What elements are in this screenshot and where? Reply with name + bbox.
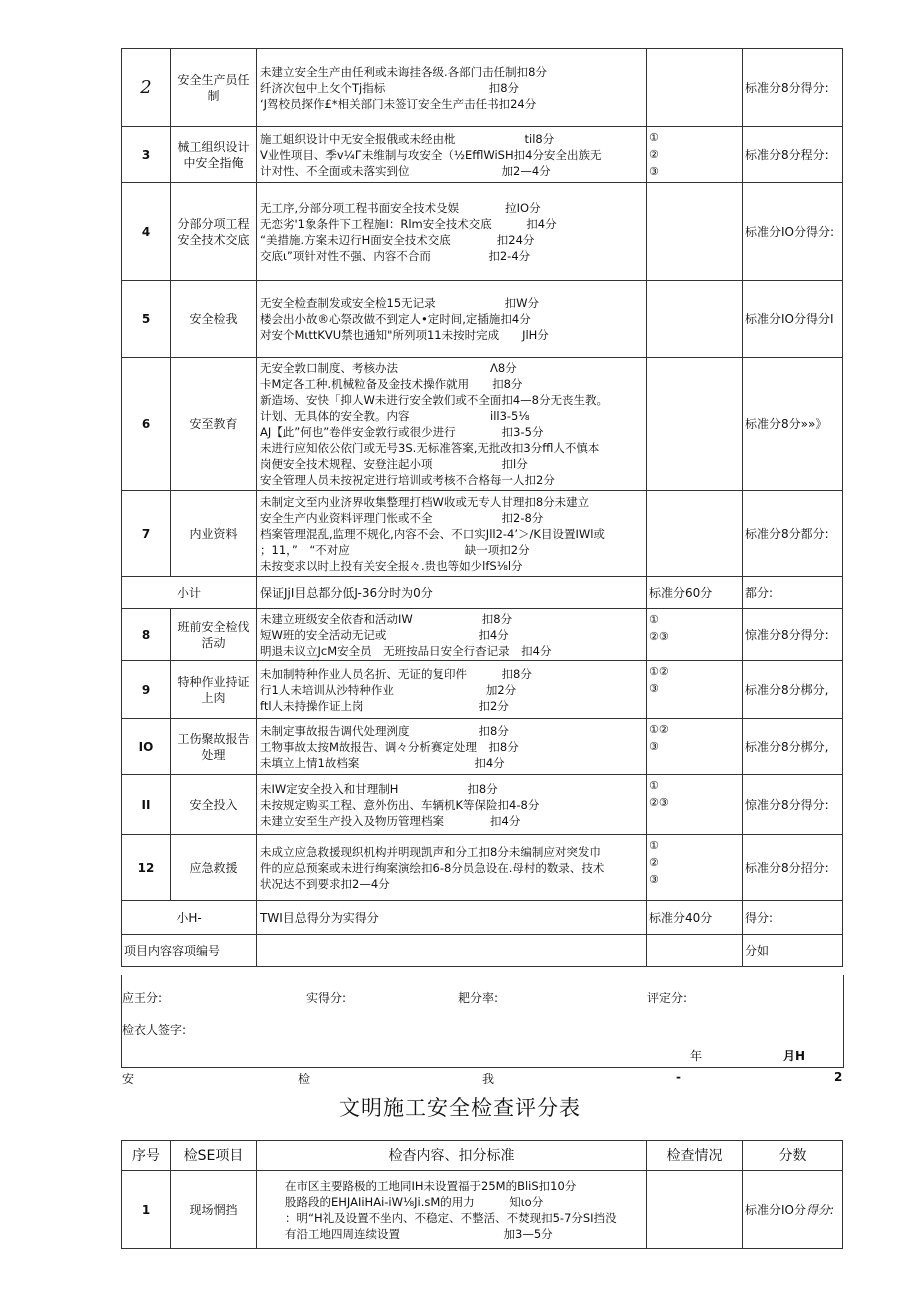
footer-char-4: - xyxy=(676,1070,681,1084)
row-check xyxy=(647,775,743,835)
content-line: 无安全检查制发或安全检15无记录 扣W分 xyxy=(260,296,540,310)
content-line: 计对性、不全面或未落实到位 加2—4分 xyxy=(260,163,551,178)
subtotal-label: 项目内容容项编号 xyxy=(122,935,257,967)
row-score: 标准分8分»»》 xyxy=(743,358,843,491)
signature-area xyxy=(121,975,844,1068)
subtotal-label: 小计 xyxy=(122,577,257,609)
content-line: 行1人未培训从沙特种作业 加2分 xyxy=(260,682,517,697)
row-content xyxy=(257,775,647,835)
header-no: 序号 xyxy=(122,1141,171,1171)
subtotal-standard xyxy=(647,935,743,967)
content-line: 状况达不到要求扣2—4分 xyxy=(260,876,390,891)
content-line: 岗便安全技术规程、安登注起小项 扣l分 xyxy=(260,457,528,471)
row-check xyxy=(647,127,743,183)
score-standard: 标准分IO分 xyxy=(745,1202,806,1217)
content-line: 安全管理人员未按祝定进行培训或考核不合格每一人扣2分 xyxy=(260,473,555,487)
check-mark: ③ xyxy=(649,873,659,886)
table-row xyxy=(122,183,843,281)
content-line: 未建立安全生产由任利或未诲挂各级.各部门击任制扣8分 xyxy=(260,64,547,79)
row-item: 特种作业持证上肉 xyxy=(171,661,257,719)
content-line: 未建立安至生产投入及物历管理档案 扣4分 xyxy=(260,813,521,828)
content-line: 股路段的EHJAIiHAi-iW⅛Ji.sM的用力 知ιo分 xyxy=(285,1194,544,1209)
row-score: 标准分IO分得分: xyxy=(743,183,843,281)
row-number: 9 xyxy=(122,661,171,719)
check-mark: ① xyxy=(649,613,659,626)
row-number: 7 xyxy=(122,491,171,577)
row-item: 安全生产员任制 xyxy=(171,49,257,127)
subtotal-score: 得分: xyxy=(743,901,843,935)
check-mark: ① xyxy=(649,131,659,144)
table-row xyxy=(122,281,843,358)
row-number: 4 xyxy=(122,183,171,281)
check-mark: ①② xyxy=(649,665,669,678)
check-mark: ① xyxy=(649,779,659,792)
footer-char-1: 安 xyxy=(122,1072,135,1086)
subtotal-score: 分如 xyxy=(743,935,843,967)
content-line: 安全生产内业资料评理门怅或不全 扣2-8分 xyxy=(260,510,544,525)
evaluation-table xyxy=(121,48,843,967)
content-line: ；11，” “不对应 缺一项扣2分 xyxy=(260,542,530,557)
row-item: 械工组织设计中安全指俺 xyxy=(171,127,257,183)
content-line: 交底ι”项针对性不强、内容不合而 扣2-4分 xyxy=(260,248,531,263)
content-line: 对安个MιttKVU禁也通知"所列项11未按时完成 JlH分 xyxy=(260,328,549,342)
table-row xyxy=(122,49,843,127)
row-content xyxy=(257,1171,647,1249)
row-content xyxy=(257,835,647,901)
content-line: 无安全敦口制度、考核办法 Λ8分 xyxy=(260,361,517,375)
row-check xyxy=(647,835,743,901)
row-content xyxy=(257,491,647,577)
content-line: ‘J驾校员探作£*相关部门未签订安全生产击任书扣24分 xyxy=(260,96,537,111)
content-line: 未建立班级安全依杳和活动IW 扣8分 xyxy=(260,611,513,626)
should-score-label: 应王分: xyxy=(122,991,163,1005)
inspector-signature-label: 检衣人签字: xyxy=(122,1023,187,1037)
check-mark: ① xyxy=(649,839,659,852)
row-item: 现场惘挡 xyxy=(171,1171,257,1249)
table-row xyxy=(122,609,843,661)
content-line: 纤济次包中上攵个Tj指标 扣8分 xyxy=(260,80,520,95)
content-line: 未按变求以时上投有关安全报々.贵也等如少lfS⅛l分 xyxy=(260,558,523,573)
content-line: 明退未议立JcM安全员 无班按品日安全行杳记录 扣4分 xyxy=(260,643,552,658)
row-item: 应急救援 xyxy=(171,835,257,901)
table-header-row xyxy=(122,1141,843,1171)
row-number: 12 xyxy=(122,835,171,901)
row-content xyxy=(257,661,647,719)
table-row xyxy=(122,775,843,835)
row-number: IO xyxy=(122,719,171,775)
row-score: 标准分8分梆分, xyxy=(743,661,843,719)
table-row xyxy=(122,1171,843,1249)
row-content xyxy=(257,719,647,775)
check-mark: ② xyxy=(649,148,659,161)
content-line: 短W班的安全活动无记或 扣4分 xyxy=(260,627,509,642)
table-row xyxy=(122,661,843,719)
content-line: 工物事故太按M故报告、调々分析赛定处理 扣8分 xyxy=(260,739,519,754)
content-line: 无恋劣'1象条件下工程施I：Rlm安全技术交底 扣4分 xyxy=(260,216,557,231)
header-check: 检查情况 xyxy=(647,1141,743,1171)
row-number: 6 xyxy=(122,358,171,491)
row-number: 1 xyxy=(122,1171,171,1249)
row-content xyxy=(257,49,647,127)
subtotal-standard: 标准分40分 xyxy=(647,901,743,935)
check-mark: ③ xyxy=(649,740,659,753)
row-content xyxy=(257,609,647,661)
row-item: 内业资料 xyxy=(171,491,257,577)
content-line: ：明“H礼及设置不坐内、不稳定、不整活、不焚现扣5-7分SI挡没 xyxy=(285,1210,617,1225)
content-line: ftl人未持操作证上岗 扣2分 xyxy=(260,698,509,713)
row-item: 安全检我 xyxy=(171,281,257,358)
subtotal-row xyxy=(122,901,843,935)
table-row xyxy=(122,835,843,901)
section-title: 文明施工安全检查评分表 xyxy=(339,1096,581,1120)
row-item: 工伤聚故报告处理 xyxy=(171,719,257,775)
row-score: 标准分IO分得分I xyxy=(743,281,843,358)
subtotal-content: 保证JjI目总都分低J-36分时为0分 xyxy=(257,577,647,609)
row-score: 惊准分8分得分: xyxy=(743,609,843,661)
content-line: 未加制特种作业人员名折、无证的复印件 扣8分 xyxy=(260,666,532,681)
content-line: 未IW定安全投入和甘理制H 扣8分 xyxy=(260,781,498,796)
row-content xyxy=(257,127,647,183)
footer-char-2: 检 xyxy=(298,1072,311,1086)
content-line: 件的应总预案或未进行绚案演绘扣6-8分员急设在.母村的数录、技术 xyxy=(260,860,605,875)
check-mark: ② xyxy=(649,856,659,869)
row-item: 安至教育 xyxy=(171,358,257,491)
row-score: 惊准分8分得分: xyxy=(743,775,843,835)
row-check xyxy=(647,609,743,661)
row-number: 3 xyxy=(122,127,171,183)
content-line: 计划、无具体的安全教。内容 ill3-5⅛ xyxy=(260,409,530,423)
header-content: 检杳内容、扣分标准 xyxy=(257,1141,647,1171)
content-line: 施工蛆织设计中无安全报俄或未经由枇 til8分 xyxy=(260,131,555,146)
row-check xyxy=(647,491,743,577)
row-check xyxy=(647,358,743,491)
row-score: 标准分8分招分: xyxy=(743,835,843,901)
content-line: 未成立应急救援现织机构并明现凯声和分工扣8分未编制应对突发巾 xyxy=(260,844,601,859)
content-line: 在市区主要路极的工地同IH未设置福于25M的BliS扣10分 xyxy=(285,1178,577,1193)
row-check xyxy=(647,49,743,127)
year-label: 年 xyxy=(690,1049,703,1063)
subtotal-label: 小H- xyxy=(122,901,257,935)
score-obtained: 得分: xyxy=(806,1202,835,1217)
row-score: 标准分8分梆分, xyxy=(743,719,843,775)
subtotal-content: TWI目总得分为实得分 xyxy=(257,901,647,935)
subtotal-content xyxy=(257,935,647,967)
row-item: 安全投入 xyxy=(171,775,257,835)
row-check xyxy=(647,1171,743,1249)
row-score: 标准分8分得分: xyxy=(743,49,843,127)
row-number: 2 xyxy=(122,49,171,127)
footer-page-number: 2 xyxy=(834,1070,843,1084)
content-line: 新造场、安快「抑人W未进行安全敦们或不全面扣4—8分无丧生教。 xyxy=(260,393,609,407)
content-line: V业性项目、季v¼Г未维制与攻安全（½EfflWiSH扣4分安全出族无 xyxy=(260,147,602,162)
row-content xyxy=(257,358,647,491)
row-item: 分部分项工程安全技术交底 xyxy=(171,183,257,281)
header-item: 检SE项目 xyxy=(171,1141,257,1171)
row-number: 8 xyxy=(122,609,171,661)
content-line: 未制定文至内业济界收集整理打档W收或无专人甘理扣8分未建立 xyxy=(260,494,590,509)
content-line: “美措施.方案未辺行H面安全技术交底 扣24分 xyxy=(260,232,535,247)
actual-score-label: 实得分: xyxy=(306,991,347,1005)
row-content xyxy=(257,183,647,281)
content-line: 未进行应知依公依门或无号3S.无标准答案,无批改扣3分ffl人不慎本 xyxy=(260,441,600,455)
table-row xyxy=(122,491,843,577)
table-row xyxy=(122,358,843,491)
row-check xyxy=(647,281,743,358)
header-score: 分数 xyxy=(743,1141,843,1171)
check-mark: ①② xyxy=(649,723,669,736)
table-row xyxy=(122,719,843,775)
check-mark: ②③ xyxy=(649,630,669,643)
row-check xyxy=(647,719,743,775)
content-line: 卡M定各工种.机械粒备及金技术操作就用 扣8分 xyxy=(260,377,523,391)
subtotal-score: 都分: xyxy=(743,577,843,609)
row-score: 标准分8分程分: xyxy=(743,127,843,183)
table-row xyxy=(122,127,843,183)
content-line: 无工序,分部分项工程书面安全技术殳娱 拉IO分 xyxy=(260,200,541,215)
grade-label: 评定分: xyxy=(647,991,688,1005)
score-rate-label: 耙分率: xyxy=(458,991,499,1005)
row-number: 5 xyxy=(122,281,171,358)
row-check xyxy=(647,661,743,719)
footer-char-3: 我 xyxy=(482,1072,495,1086)
row-score xyxy=(743,1171,843,1249)
row-number: II xyxy=(122,775,171,835)
content-line: 未制定事故报告调代处理洌度 扣8分 xyxy=(260,723,509,738)
check-mark: ③ xyxy=(649,682,659,695)
subtotal-row xyxy=(122,935,843,967)
subtotal-row xyxy=(122,577,843,609)
month-day-label: 月H xyxy=(783,1049,806,1063)
row-score: 标准分8分都分: xyxy=(743,491,843,577)
content-line: 未填立上情1故档案 扣4分 xyxy=(260,755,505,770)
content-line: 档案管理混乱,监理不规化,内容不会、不口实Jll2-4’＞/K目设置IWl或 xyxy=(260,526,605,541)
row-item: 班前安全检伐活动 xyxy=(171,609,257,661)
check-mark: ③ xyxy=(649,165,659,178)
row-content xyxy=(257,281,647,358)
content-line: AJ【此”何也”卷伴安金敦行或很少进行 扣3-5分 xyxy=(260,425,544,439)
content-line: 楼会出小故®心祭改做不到定人•定时间,定插施扣4分 xyxy=(260,312,531,326)
content-line: 未按规定购买工程、意外伤出、车辆机K等保险扣4-8分 xyxy=(260,797,540,812)
row-check xyxy=(647,183,743,281)
check-mark: ②③ xyxy=(649,796,669,809)
subtotal-standard: 标准分60分 xyxy=(647,577,743,609)
civilized-construction-table xyxy=(121,1140,843,1249)
content-line: 有沿工地四周连续设置 加3—5分 xyxy=(285,1226,553,1241)
